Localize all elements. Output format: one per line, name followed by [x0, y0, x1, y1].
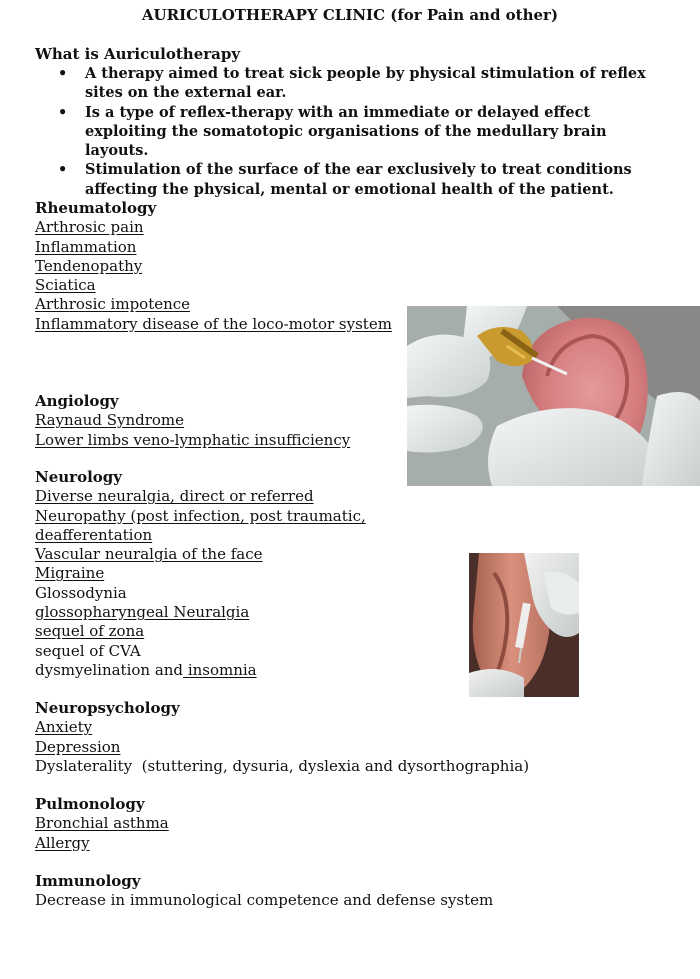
neuropsychology-section — [35, 699, 529, 776]
rheumatology-item: Arthrosic impotence — [35, 295, 191, 314]
neurology-item: Diverse neuralgia, direct or referred — [35, 487, 314, 506]
rheumatology-item: Tendenopathy — [35, 256, 143, 275]
angiology-heading: Angiology — [35, 392, 119, 410]
neurology-item: Neuropathy (post infection, post traumatic, — [35, 506, 366, 525]
neurology-item: sequel of zona — [35, 622, 145, 641]
ear-needle-photo — [469, 553, 579, 697]
rheumatology-heading: Rheumatology — [35, 199, 157, 217]
intro-bullet: • Stimulation of the surface of the ear exclusively to treat conditions affecting the physical, mental or emotional health of the patient. — [35, 160, 665, 199]
angiology-item: Lower limbs veno-lymphatic insufficiency — [35, 430, 351, 449]
neuropsychology-item: Anxiety — [35, 718, 93, 737]
rheumatology-item: Sciatica — [35, 276, 96, 295]
angiology-section — [35, 392, 350, 450]
neurology-item-text: insomnia — [183, 660, 257, 679]
intro-bullet: • Is a type of reflex-therapy with an immediate or delayed effect exploiting the somatotopic organisations of the medullary brain layouts. — [35, 103, 665, 161]
ear-treatment-photo — [407, 306, 700, 486]
neuropsychology-heading: Neuropsychology — [35, 699, 180, 717]
neurology-item-text: dysmyelination and — [35, 660, 184, 679]
rheumatology-section — [35, 199, 392, 334]
immunology-item: Decrease in immunological competence and defense system — [35, 891, 494, 910]
neurology-item: glossopharyngeal Neuralgia — [35, 603, 250, 622]
neurology-item: Glossodynia — [35, 583, 127, 602]
immunology-section — [35, 872, 493, 911]
pulmonology-heading: Pulmonology — [35, 795, 145, 813]
pulmonology-section — [35, 795, 169, 853]
neuropsychology-item: Dyslaterality (stuttering, dysuria, dyslexia and dysorthographia) — [35, 756, 530, 775]
rheumatology-item: Inflammatory disease of the loco-motor system — [35, 314, 392, 333]
rheumatology-item: Inflammation — [35, 237, 137, 256]
intro-bullet-list — [35, 64, 665, 199]
intro-heading: What is Auriculotherapy — [35, 45, 241, 63]
pulmonology-item: Bronchial asthma — [35, 814, 169, 833]
intro-bullet: • A therapy aimed to treat sick people by physical stimulation of reflex sites on the external ear. — [35, 64, 665, 103]
ear-needle-illustration — [469, 553, 579, 697]
neurology-item: deafferentation — [35, 525, 153, 544]
neurology-item: Vascular neuralgia of the face — [35, 545, 263, 564]
pulmonology-item: Allergy — [35, 833, 90, 852]
neurology-section — [35, 468, 366, 680]
ear-treatment-illustration — [407, 306, 700, 486]
neurology-item: sequel of CVA — [35, 641, 141, 660]
neurology-heading: Neurology — [35, 468, 122, 486]
neurology-item: Migraine — [35, 564, 105, 583]
immunology-heading: Immunology — [35, 872, 141, 890]
page-title: AURICULOTHERAPY CLINIC (for Pain and other) — [141, 6, 559, 24]
neuropsychology-item: Depression — [35, 737, 121, 756]
rheumatology-item: Arthrosic pain — [35, 218, 144, 237]
neurology-item — [35, 661, 366, 680]
angiology-item: Raynaud Syndrome — [35, 411, 185, 430]
